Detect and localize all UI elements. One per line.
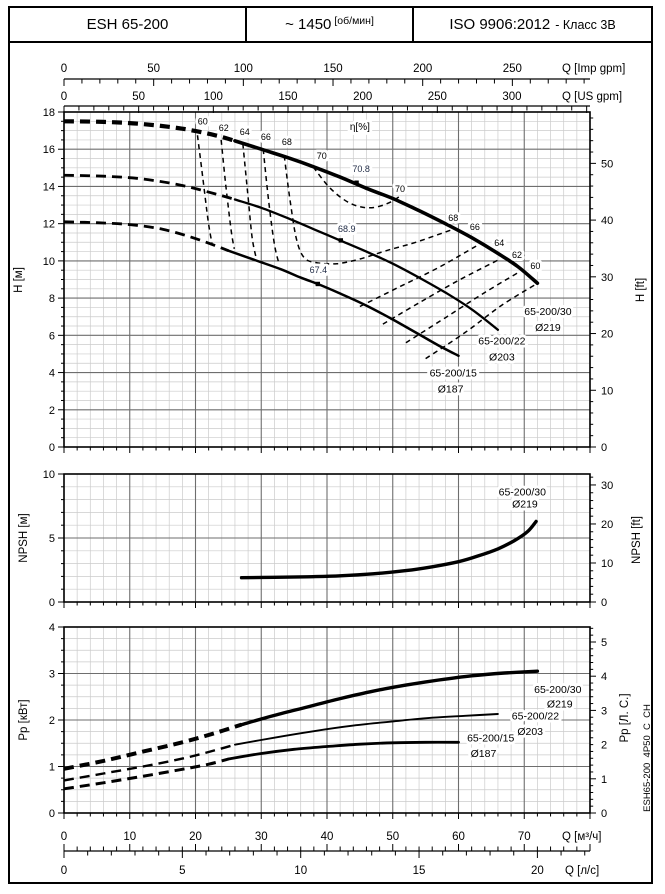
y-tick-label: 10 [42, 469, 55, 481]
axis-title-pp-kw: Pp [кВт] [18, 699, 30, 741]
y-tick-label: 10 [42, 255, 55, 268]
chart-label-65-200-30: 65-200/30 [534, 683, 582, 696]
y2-tick-label: 50 [601, 158, 614, 171]
chart-label-65-200-15: 65-200/15 [467, 732, 515, 745]
y2-tick-label: 2 [601, 739, 608, 752]
scale-label-us: 250 [427, 91, 447, 103]
chart-label-60: 60 [530, 260, 541, 271]
y2-tick-label: 20 [601, 328, 614, 341]
scale-label-m3h: 30 [254, 831, 268, 843]
y2-tick-label: 1 [601, 773, 608, 786]
scale-label-imp: 100 [233, 63, 253, 75]
chart-label-62: 62 [218, 122, 229, 133]
y-tick-label: 14 [42, 181, 55, 194]
curve-65-200-30-219 [235, 141, 537, 283]
scale-label-ls: 5 [179, 865, 186, 877]
scale-label-us: 150 [278, 91, 298, 103]
scale-unit-m3h: Q [м³/ч] [562, 831, 602, 843]
y-tick-label: 5 [48, 533, 55, 545]
y-tick-label: 16 [42, 144, 55, 157]
chart-label-203: Ø203 [517, 726, 544, 739]
chart-label-70: 70 [316, 150, 327, 161]
bep-marker [339, 238, 343, 242]
chart-label-219: Ø219 [512, 498, 538, 511]
y-tick-label: 6 [48, 330, 55, 343]
document-code: ESH65-200_4P50_C_CH [642, 704, 653, 812]
curve-dashed-65-200-15-187 [64, 222, 228, 251]
chart-label-65-200-30: 65-200/30 [498, 486, 546, 499]
chart-label-219: Ø219 [546, 698, 573, 711]
curve-65-200-15-187 [228, 742, 458, 759]
scale-label-us: 100 [203, 91, 223, 103]
scale-label-m3h: 0 [60, 831, 68, 843]
chart-label-68-9: 68.9 [337, 223, 356, 234]
scale-label-us: 200 [353, 91, 373, 103]
y2-tick-label: 0 [601, 808, 608, 820]
chart-label-62: 62 [512, 249, 523, 260]
chart-label-: η[%] [349, 121, 370, 133]
curve-65-200-30-219 [242, 671, 538, 724]
pump-model: ESH 65-200 [86, 16, 169, 33]
y2-tick-label: 10 [601, 385, 614, 398]
chart-label-65-200-22: 65-200/22 [478, 335, 526, 348]
standard-name: ISO 9906:2012 [449, 16, 551, 33]
scale-unit-us: Q [US gpm] [562, 91, 623, 103]
scale-label-us: 50 [132, 91, 146, 103]
scale-label-m3h: 50 [386, 831, 400, 843]
y-tick-label: 12 [42, 218, 55, 231]
y2-tick-label: 0 [601, 442, 608, 454]
chart-label-64: 64 [239, 126, 250, 137]
scale-label-us: 300 [502, 91, 522, 103]
y-tick-label: 2 [48, 404, 55, 417]
y2-tick-label: 10 [601, 557, 614, 570]
y-tick-label: 0 [48, 597, 55, 609]
curve-65-200-30-219 [242, 521, 537, 577]
axis-title-h-ft: H [ft] [635, 277, 647, 303]
chart-label-67-4: 67.4 [309, 264, 328, 275]
scale-label-m3h: 40 [320, 831, 334, 843]
bep-marker [316, 282, 320, 286]
y-tick-label: 8 [48, 293, 55, 306]
chart-label-68: 68 [448, 212, 459, 223]
chart-label-65-200-30: 65-200/30 [524, 306, 572, 319]
iso-efficiency-64r [383, 259, 499, 324]
chart-label-70-8: 70.8 [352, 163, 370, 174]
scale-label-imp: 200 [413, 63, 433, 75]
y2-tick-label: 30 [601, 271, 614, 284]
y-tick-label: 1 [48, 761, 55, 774]
scale-label-m3h: 70 [517, 831, 531, 843]
curve-65-200-15-187 [228, 251, 458, 356]
scale-unit-ls: Q [л/с] [565, 865, 600, 877]
y-tick-label: 2 [48, 715, 55, 727]
y2-tick-label: 20 [601, 518, 614, 531]
chart-label-64: 64 [494, 237, 505, 248]
chart-label-66: 66 [260, 131, 271, 142]
pump-speed: ~ 1450 [285, 16, 332, 33]
chart-label-65-200-15: 65-200/15 [429, 367, 477, 380]
y-tick-label: 4 [48, 622, 55, 634]
y-tick-label: 18 [42, 107, 55, 119]
y-tick-label: 3 [48, 668, 55, 681]
chart-label-65-200-22: 65-200/22 [511, 710, 560, 723]
chart-label-187: Ø187 [470, 747, 497, 760]
y2-tick-label: 5 [601, 636, 608, 649]
axis-title-npsh-ft: NPSH [ft] [631, 516, 643, 564]
bep-marker [354, 181, 358, 185]
chart-label-70: 70 [394, 183, 405, 194]
y2-tick-label: 40 [601, 215, 614, 228]
scale-label-imp: 0 [60, 63, 68, 75]
chart-label-187: Ø187 [437, 383, 464, 396]
y2-tick-label: 3 [601, 705, 608, 718]
chart-label-66: 66 [469, 221, 480, 232]
chart-label-219: Ø219 [535, 321, 561, 334]
scale-label-ls: 10 [294, 865, 308, 877]
chart-label-203: Ø203 [489, 351, 515, 364]
iso-efficiency-64 [243, 144, 256, 258]
scale-label-us: 0 [60, 91, 68, 103]
chart-label-60: 60 [197, 116, 208, 127]
axis-title-pp-hp: Pp [Л. С.] [619, 693, 631, 743]
chart-label-68: 68 [281, 136, 292, 147]
y2-tick-label: 4 [601, 671, 608, 684]
scale-label-m3h: 20 [189, 831, 202, 843]
iso-efficiency-62 [221, 140, 234, 249]
scale-label-ls: 20 [531, 865, 544, 877]
axis-title-npsh-m: NPSH [м] [18, 513, 30, 563]
iso-efficiency-66 [263, 149, 279, 263]
y-tick-label: 4 [48, 367, 55, 380]
curve-dashed-65-200-30-219 [64, 121, 235, 140]
standard-class: - Класс 3В [555, 17, 616, 32]
y2-tick-label: 30 [601, 479, 614, 492]
scale-label-imp: 250 [502, 63, 522, 75]
axis-title-h-m: H [м] [13, 267, 25, 293]
scale-unit-imp: Q [Imp gpm] [562, 63, 626, 75]
y-tick-label: 0 [48, 808, 55, 820]
scale-label-ls: 15 [412, 865, 426, 877]
scale-label-m3h: 10 [123, 831, 137, 843]
scale-label-imp: 50 [147, 63, 161, 75]
scale-label-m3h: 60 [452, 831, 465, 843]
y-tick-label: 0 [48, 442, 55, 454]
y2-tick-label: 0 [601, 597, 608, 609]
pump-speed-unit: [об/мин] [334, 14, 374, 27]
scale-label-imp: 150 [323, 63, 343, 75]
scale-label-ls: 0 [60, 865, 68, 877]
